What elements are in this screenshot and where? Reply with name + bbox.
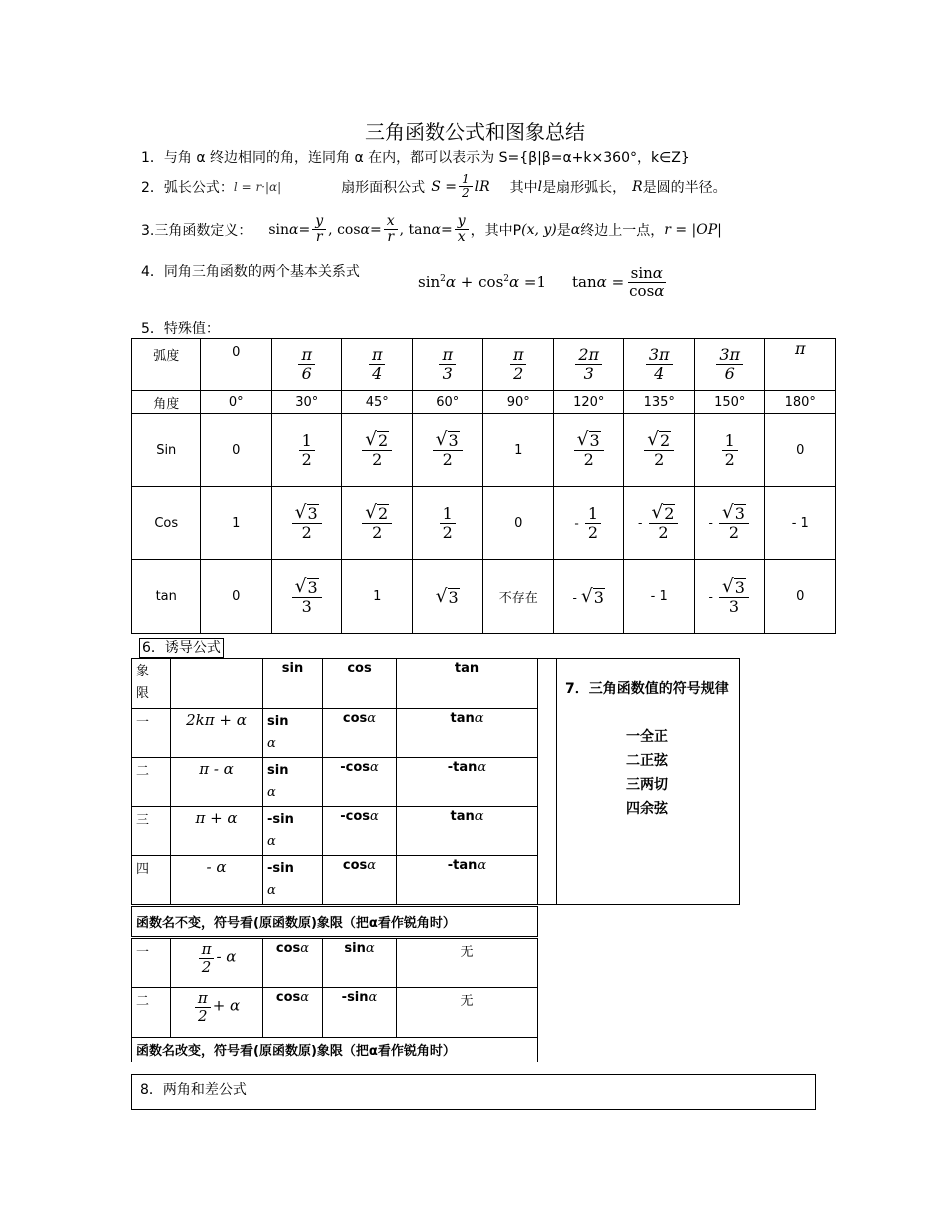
tan-row: tan 0 √ 3 3 1 √ 3 不存在 - √ 3 - 1 - √ 3 3 0 [132,560,836,634]
special-values-table [131,338,836,634]
cos-row: Cos 1 √ 3 2 √ 2 2 $\frac{1}{2}$ 0 - $\frac{1}{2}$ - √ 2 2 - √ 3 2 - 1 [132,487,836,560]
induction-row-6: 二 $\frac{\pi}{2}$ + α cosα -sinα 无 [132,988,538,1038]
induction-row-3: 三 π + α -sin α -cosα tanα [132,807,538,856]
induction-header: 象 限 sin cos tan [132,659,538,709]
formula-line-5: 5．特殊值： [141,321,220,337]
rule-row-2: 函数名改变，符号看(原函数原)象限（把α看作锐角时） [132,1038,538,1062]
induction-row-5: 一 $\frac{\pi}{2}$ - α cosα sinα 无 [132,938,538,988]
radian-row: 弧度 0 $\frac{\pi}{6}$ $\frac{\pi}{4}$ $\frac{\pi}{3}$ $\frac{\pi}{2}$ $\frac{2\pi}{3}$ $\frac{3\pi}{4}$ $\frac{3\pi}{6}$ π [132,339,836,391]
page-title: 三角函数公式和图象总结 [365,120,585,144]
row-label: 弧度 [132,339,201,391]
induction-formula-table [131,658,538,1062]
section-6-heading: 6．诱导公式 [139,638,224,658]
induction-row-4: 四 - α -sin α cosα -tanα [132,856,538,906]
sign-rule-box [537,658,740,905]
rule-row-1: 函数名不变，符号看(原函数原)象限（把α看作锐角时） [132,906,538,938]
formula-line-1: 1．与角 α 终边相同的角，连同角 α 在内，都可以表示为 S={β|β=α+k×360°，k∈Z} [141,150,690,166]
sin-row: Sin 0 $\frac{1}{2}$ √ 2 2 √ 3 2 1 √ 3 2 √ 2 2 $\frac{1}{2}$ 0 [132,414,836,487]
induction-row-1: 一 2kπ + α sin α cosα tanα [132,709,538,758]
formula-line-2: 2．弧长公式： l = r·|α| 扇形面积公式 S = $\frac{1}{2}$ lR 其中 l 是扇形弧长， R 是圆的半径。 [141,172,727,201]
formula-line-3: 3.三角函数定义： sin α = $\frac{y}{r}$ , cos α = $\frac{x}{r}$ , tan α = $\frac{y}{x}$ ，其中P (x, y) 是 α 终边上一点， r = |OP| [141,213,722,246]
basic-identities: $\sin^2$ α + $\cos^2$ α =1 tan α = $\frac{\sin\alpha}{\cos\alpha}$ [418,264,665,300]
sign-rule-lines: 一全正 二正弦 三两切 四余弦 [626,729,668,817]
induction-row-2: 二 π - α sin α -cosα -tanα [132,758,538,807]
sign-rule-title: 7．三角函数值的符号规律 [565,681,729,697]
section-8-box [131,1074,816,1110]
formula-line-4: 4．同角三角函数的两个基本关系式 [141,264,360,280]
section-8-heading: 8．两角和差公式 [140,1082,247,1098]
degree-row: 角度 0° 30° 45° 60° 90° 120° 135° 150° 180° [132,391,836,414]
